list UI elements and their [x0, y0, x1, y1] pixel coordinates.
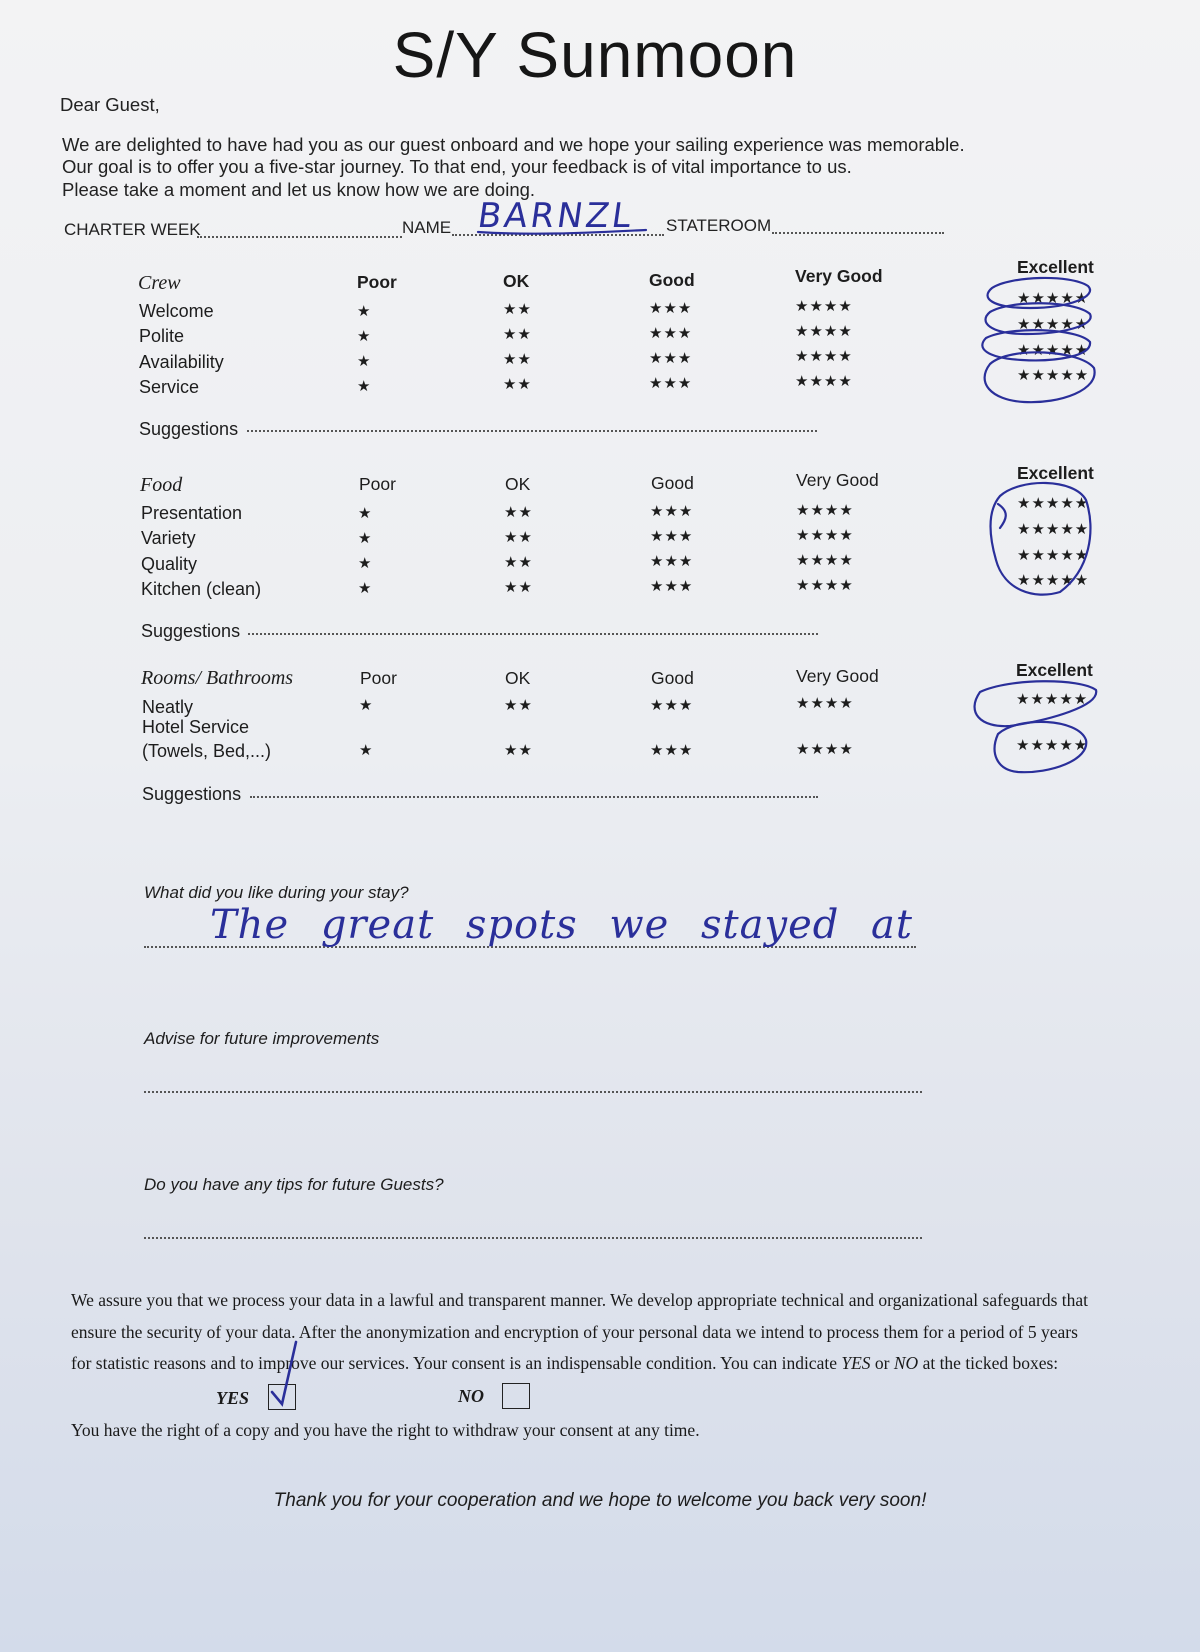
crew-col-poor: Poor [357, 272, 397, 292]
crew-suggestions-label: Suggestions [139, 419, 239, 439]
charter-week-field[interactable] [197, 236, 402, 238]
consent-no-checkbox[interactable] [502, 1383, 530, 1409]
food-quality-2star[interactable]: ★★ [504, 554, 533, 571]
answer-tips-field[interactable] [144, 1237, 922, 1239]
rooms-col-poor: Poor [360, 668, 397, 688]
legal-line-3-end: at the ticked boxes: [918, 1353, 1059, 1373]
crew-availability-2star[interactable]: ★★ [503, 351, 532, 368]
food-suggestions-field[interactable] [248, 633, 818, 635]
food-kitchen-1star[interactable]: ★ [358, 580, 373, 597]
crew-row-availability: Availability [139, 352, 224, 372]
crew-polite-5star[interactable]: ★★★★★ [1017, 316, 1090, 333]
rooms-neatly-3star[interactable]: ★★★ [650, 697, 694, 714]
food-row-variety: Variety [141, 528, 196, 548]
crew-col-good: Good [649, 270, 695, 290]
rooms-hotel-3star[interactable]: ★★★ [650, 742, 694, 759]
rooms-hotel-5star[interactable]: ★★★★★ [1016, 737, 1089, 754]
food-col-excellent: Excellent [1017, 463, 1094, 483]
food-row-presentation: Presentation [141, 503, 243, 523]
crew-availability-4star[interactable]: ★★★★ [795, 348, 853, 365]
food-col-poor: Poor [359, 474, 396, 494]
food-suggestions-label: Suggestions [141, 621, 241, 641]
crew-availability-5star[interactable]: ★★★★★ [1017, 342, 1090, 359]
crew-polite-3star[interactable]: ★★★ [649, 325, 693, 342]
crew-welcome-3star[interactable]: ★★★ [649, 300, 693, 317]
food-quality-5star[interactable]: ★★★★★ [1017, 547, 1090, 564]
rooms-neatly-4star[interactable]: ★★★★ [796, 695, 854, 712]
food-presentation-1star[interactable]: ★ [358, 505, 373, 522]
food-variety-2star[interactable]: ★★ [504, 529, 533, 546]
food-variety-5star[interactable]: ★★★★★ [1017, 521, 1090, 538]
food-row-kitchen: Kitchen (clean) [141, 579, 262, 599]
food-kitchen-3star[interactable]: ★★★ [650, 578, 694, 595]
food-col-good: Good [651, 473, 694, 493]
crew-polite-4star[interactable]: ★★★★ [795, 323, 853, 340]
rooms-row-towels-bed: (Towels, Bed,...) [142, 741, 272, 761]
crew-availability-1star[interactable]: ★ [357, 353, 372, 370]
name-label: NAME [402, 218, 452, 237]
rooms-neatly-2star[interactable]: ★★ [504, 697, 533, 714]
crew-welcome-5star[interactable]: ★★★★★ [1017, 290, 1090, 307]
question-improvements: Advise for future improvements [144, 1029, 380, 1048]
food-quality-3star[interactable]: ★★★ [650, 553, 694, 570]
food-presentation-2star[interactable]: ★★ [504, 504, 533, 521]
food-variety-1star[interactable]: ★ [358, 530, 373, 547]
legal-no-word: NO [893, 1353, 919, 1373]
rooms-neatly-5star[interactable]: ★★★★★ [1016, 691, 1089, 708]
food-kitchen-2star[interactable]: ★★ [504, 579, 533, 596]
question-tips: Do you have any tips for future Guests? [144, 1175, 444, 1194]
food-variety-4star[interactable]: ★★★★ [796, 527, 854, 544]
food-col-ok: OK [505, 474, 531, 494]
legal-line-2: ensure the security of your data. After the anonymization and encryption of your personal data we intend to process them for a period of 5 years [71, 1322, 1078, 1342]
rooms-suggestions-label: Suggestions [142, 784, 242, 804]
food-row-quality: Quality [141, 554, 198, 574]
consent-yes-label: YES [216, 1388, 250, 1408]
crew-row-service: Service [139, 377, 200, 397]
document-title: S/Y Sunmoon [392, 19, 798, 91]
stateroom-label: STATEROOM [666, 216, 772, 235]
crew-service-3star[interactable]: ★★★ [649, 375, 693, 392]
food-quality-4star[interactable]: ★★★★ [796, 552, 854, 569]
charter-week-label: CHARTER WEEK [64, 220, 201, 239]
intro-line-3: Please take a moment and let us know how we are doing. [62, 179, 536, 200]
rooms-neatly-1star[interactable]: ★ [359, 697, 374, 714]
crew-col-excellent: Excellent [1017, 257, 1094, 277]
legal-or-word: or [870, 1353, 894, 1373]
rooms-col-ok: OK [505, 668, 531, 688]
food-presentation-5star[interactable]: ★★★★★ [1017, 495, 1090, 512]
crew-service-2star[interactable]: ★★ [503, 376, 532, 393]
food-col-very-good: Very Good [796, 470, 879, 490]
crew-row-welcome: Welcome [139, 301, 214, 321]
rooms-col-good: Good [651, 668, 694, 688]
section-title-rooms: Rooms/ Bathrooms [141, 667, 294, 689]
thank-you-message: Thank you for your cooperation and we hope to welcome you back very soon! [273, 1490, 927, 1511]
food-presentation-4star[interactable]: ★★★★ [796, 502, 854, 519]
rooms-row-hotel-service: Hotel Service [142, 717, 250, 737]
section-title-food: Food [140, 474, 183, 496]
crew-row-polite: Polite [139, 326, 185, 346]
consent-yes-checkbox[interactable] [268, 1384, 296, 1410]
crew-col-very-good: Very Good [795, 266, 883, 286]
answer-liked-handwritten: The great spots we stayed at [210, 902, 913, 948]
consent-no-label: NO [458, 1386, 484, 1406]
rooms-row-neatly: Neatly [142, 697, 194, 717]
crew-service-1star[interactable]: ★ [357, 378, 372, 395]
legal-yes-word: YES [841, 1353, 871, 1373]
rooms-hotel-2star[interactable]: ★★ [504, 742, 533, 759]
crew-welcome-1star[interactable]: ★ [357, 303, 372, 320]
crew-welcome-4star[interactable]: ★★★★ [795, 298, 853, 315]
legal-line-3-text: for statistic reasons and to improve our services. Your consent is an indispensable condition. You can indicate [71, 1353, 842, 1373]
crew-service-5star[interactable]: ★★★★★ [1017, 367, 1090, 384]
legal-line-4: You have the right of a copy and you have the right to withdraw your consent at any time. [71, 1420, 700, 1440]
crew-welcome-2star[interactable]: ★★ [503, 301, 532, 318]
food-kitchen-5star[interactable]: ★★★★★ [1017, 572, 1090, 589]
food-kitchen-4star[interactable]: ★★★★ [796, 577, 854, 594]
greeting: Dear Guest, [60, 94, 160, 115]
rooms-hotel-4star[interactable]: ★★★★ [796, 741, 854, 758]
rooms-hotel-1star[interactable]: ★ [359, 742, 374, 759]
rooms-suggestions-field[interactable] [250, 796, 818, 798]
rooms-col-very-good: Very Good [796, 666, 879, 686]
question-liked: What did you like during your stay? [144, 883, 409, 902]
food-quality-1star[interactable]: ★ [358, 555, 373, 572]
intro-line-1: We are delighted to have had you as our guest onboard and we hope your sailing experience was memorable. [62, 134, 965, 155]
stateroom-field[interactable] [772, 232, 944, 234]
name-handwritten-value: BARNZL [475, 196, 637, 236]
crew-polite-1star[interactable]: ★ [357, 328, 372, 345]
legal-line-3 [71, 1353, 1058, 1374]
crew-col-ok: OK [503, 271, 530, 291]
food-variety-3star[interactable]: ★★★ [650, 528, 694, 545]
crew-availability-3star[interactable]: ★★★ [649, 350, 693, 367]
rooms-col-excellent: Excellent [1016, 660, 1093, 680]
section-title-crew: Crew [138, 272, 181, 294]
legal-line-1: We assure you that we process your data in a lawful and transparent manner. We develop appropriate technical and organizational safeguards that [71, 1290, 1088, 1310]
answer-improvements-field[interactable] [144, 1091, 922, 1093]
crew-suggestions-field[interactable] [247, 430, 817, 432]
crew-service-4star[interactable]: ★★★★ [795, 373, 853, 390]
food-circle-tick [998, 504, 1006, 528]
crew-polite-2star[interactable]: ★★ [503, 326, 532, 343]
intro-line-2: Our goal is to offer you a five-star journey. To that end, your feedback is of vital importance to us. [62, 156, 852, 177]
food-presentation-3star[interactable]: ★★★ [650, 503, 694, 520]
